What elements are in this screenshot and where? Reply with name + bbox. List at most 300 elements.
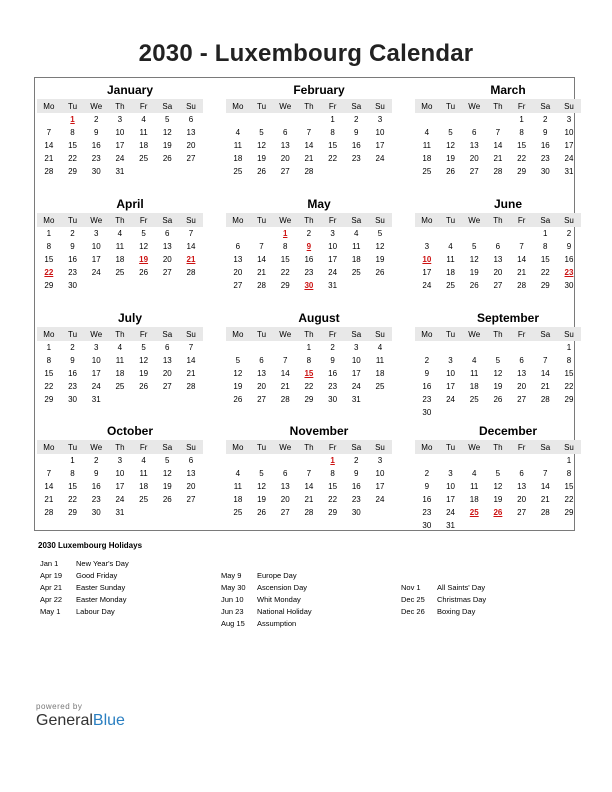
holiday-name: Labour Day <box>76 606 115 616</box>
day-cell: 27 <box>280 508 290 517</box>
weekday-header <box>415 440 581 454</box>
weekday-label: Th <box>493 442 503 452</box>
holiday-date: May 1 <box>40 606 61 616</box>
day-cell: 17 <box>446 382 455 391</box>
weekday-label: Tu <box>257 329 267 339</box>
day-cell: 5 <box>141 343 146 352</box>
weekday-label: Fr <box>328 329 337 339</box>
week-row <box>415 506 581 519</box>
weekday-label: Sa <box>540 101 551 111</box>
day-cell: 29 <box>540 281 550 290</box>
day-cell: 20 <box>517 495 527 504</box>
day-cell: 11 <box>470 369 479 378</box>
weekday-label: We <box>468 215 481 225</box>
week-row <box>415 519 581 532</box>
day-cell: 15 <box>68 482 77 491</box>
day-cell: 3 <box>117 456 123 465</box>
day-cell: 19 <box>233 382 243 391</box>
week-row <box>37 393 203 406</box>
day-cell: 20 <box>162 255 172 264</box>
weekday-label: Mo <box>43 215 55 225</box>
day-cell: 7 <box>46 128 52 137</box>
day-cell: 4 <box>471 356 477 365</box>
week-row <box>226 152 392 165</box>
weekday-label: Fr <box>517 215 526 225</box>
day-cell: 3 <box>93 343 99 352</box>
day-cell: 5 <box>165 115 170 124</box>
day-cell: 22 <box>304 382 314 391</box>
day-cell: 2 <box>93 456 99 465</box>
week-row <box>226 480 392 493</box>
day-cell: 14 <box>186 242 196 251</box>
day-cell: 15 <box>564 369 574 378</box>
holidays-title: 2030 Luxembourg Holidays <box>38 541 143 550</box>
weekday-label: Tu <box>68 215 78 225</box>
day-cell: 14 <box>280 369 290 378</box>
day-cell: 26 <box>446 167 455 176</box>
weekday-label: Tu <box>68 329 78 339</box>
week-row <box>226 354 392 367</box>
day-cell: 8 <box>566 469 572 478</box>
day-cell: 16 <box>351 482 361 491</box>
day-cell: 14 <box>304 482 314 491</box>
day-cell: 27 <box>257 395 266 404</box>
day-cell: 22 <box>517 154 527 163</box>
weekday-label: We <box>90 329 103 339</box>
day-cell: 27 <box>517 508 527 517</box>
day-cell: 11 <box>470 482 479 491</box>
day-cell: 8 <box>70 469 75 478</box>
day-cell: 16 <box>422 495 432 504</box>
day-cell: 7 <box>46 469 52 478</box>
day-cell: 1 <box>46 343 52 352</box>
day-cell: 3 <box>377 456 383 465</box>
day-cell: 1 <box>566 456 572 465</box>
day-cell: 12 <box>469 255 479 264</box>
day-cell: 23 <box>91 154 101 163</box>
day-cell: 9 <box>70 356 75 365</box>
day-cell: 3 <box>354 343 359 352</box>
day-cell: 13 <box>493 255 503 264</box>
day-cell: 3 <box>93 229 99 238</box>
day-cell: 10 <box>446 369 455 378</box>
day-cell: 14 <box>44 141 54 150</box>
day-cell: 21 <box>517 268 527 277</box>
day-cell: 16 <box>91 482 101 491</box>
day-cell: 24 <box>375 495 385 504</box>
day-cell: 4 <box>424 128 430 137</box>
weekday-label: Fr <box>139 442 148 452</box>
day-cell: 17 <box>115 482 125 491</box>
day-cell: 26 <box>257 167 266 176</box>
day-cell: 31 <box>115 167 125 176</box>
day-cell: 11 <box>375 356 385 365</box>
day-cell: 30 <box>422 408 432 417</box>
day-cell: 28 <box>44 167 54 176</box>
week-row <box>226 126 392 139</box>
weekday-label: Mo <box>232 101 244 111</box>
week-row <box>37 480 203 493</box>
day-cell: 23 <box>304 268 314 277</box>
weekday-label: Mo <box>43 442 55 452</box>
day-cell: 31 <box>351 395 361 404</box>
day-cell: 24 <box>115 154 125 163</box>
day-cell: 28 <box>304 508 314 517</box>
day-cell: 18 <box>115 255 125 264</box>
holiday-item <box>221 593 312 605</box>
day-cell: 16 <box>304 255 314 264</box>
day-cell: 25 <box>139 154 149 163</box>
week-row <box>415 266 581 279</box>
week-row <box>37 454 203 467</box>
day-cell: 7 <box>306 469 312 478</box>
holiday-day-cell: 23 <box>564 268 574 277</box>
day-cell: 19 <box>493 495 503 504</box>
day-cell: 27 <box>517 395 527 404</box>
day-cell: 11 <box>139 469 148 478</box>
day-cell: 26 <box>375 268 385 277</box>
day-cell: 14 <box>186 356 196 365</box>
day-cell: 9 <box>566 242 572 251</box>
day-cell: 4 <box>117 229 123 238</box>
week-row <box>415 240 581 253</box>
day-cell: 14 <box>304 141 314 150</box>
weekday-label: Tu <box>446 101 456 111</box>
weekday-label: We <box>279 215 292 225</box>
day-cell: 8 <box>519 128 524 137</box>
day-cell: 29 <box>564 395 574 404</box>
holiday-item <box>401 581 486 593</box>
day-cell: 19 <box>446 154 455 163</box>
weekday-label: Fr <box>517 329 526 339</box>
day-cell: 7 <box>543 356 548 365</box>
week-row <box>226 454 392 467</box>
day-cell: 26 <box>162 495 172 504</box>
day-cell: 15 <box>328 482 338 491</box>
day-cell: 8 <box>46 356 52 365</box>
month-name: March <box>490 83 526 97</box>
day-cell: 27 <box>493 281 503 290</box>
day-cell: 6 <box>519 356 524 365</box>
day-cell: 1 <box>519 115 524 124</box>
month-name: August <box>298 311 340 325</box>
day-cell: 28 <box>540 508 550 517</box>
weekday-label: Su <box>186 215 196 225</box>
weekday-label: Tu <box>446 215 456 225</box>
day-cell: 10 <box>375 469 385 478</box>
month-name: December <box>478 424 538 438</box>
week-row <box>415 467 581 480</box>
day-cell: 19 <box>493 382 503 391</box>
day-cell: 10 <box>375 128 385 137</box>
day-cell: 6 <box>259 356 264 365</box>
day-cell: 20 <box>493 268 503 277</box>
day-cell: 3 <box>448 469 453 478</box>
day-cell: 27 <box>162 382 172 391</box>
day-cell: 4 <box>117 343 123 352</box>
month-name: April <box>116 197 144 211</box>
weekday-label: Sa <box>351 329 362 339</box>
day-cell: 5 <box>495 356 501 365</box>
weekday-header <box>415 99 581 113</box>
day-cell: 30 <box>564 281 574 290</box>
day-cell: 7 <box>306 128 312 137</box>
day-cell: 1 <box>566 343 572 352</box>
week-row <box>415 493 581 506</box>
weekday-label: We <box>279 442 292 452</box>
day-cell: 7 <box>543 469 548 478</box>
day-cell: 6 <box>282 469 288 478</box>
holiday-day-cell: 1 <box>282 229 288 238</box>
holiday-name: Easter Sunday <box>76 582 126 592</box>
weekday-label: Fr <box>328 215 337 225</box>
weekday-label: Mo <box>421 215 433 225</box>
weekday-label: Mo <box>421 442 433 452</box>
day-cell: 12 <box>233 369 243 378</box>
week-row <box>415 367 581 380</box>
day-cell: 12 <box>493 369 503 378</box>
weekday-label: We <box>90 101 103 111</box>
day-cell: 31 <box>328 281 338 290</box>
day-cell: 13 <box>162 242 172 251</box>
day-cell: 27 <box>186 154 196 163</box>
weekday-label: We <box>279 329 292 339</box>
day-cell: 5 <box>377 229 383 238</box>
weekday-label: Sa <box>162 329 173 339</box>
day-cell: 17 <box>422 268 432 277</box>
month-october <box>37 424 203 519</box>
day-cell: 9 <box>354 469 359 478</box>
holiday-date: Dec 26 <box>401 606 425 616</box>
powered-by-text: powered by <box>36 702 83 711</box>
day-cell: 2 <box>543 115 548 124</box>
day-cell: 24 <box>115 495 125 504</box>
weekday-header <box>415 213 581 227</box>
month-name: May <box>307 197 331 211</box>
day-cell: 9 <box>93 128 99 137</box>
day-cell: 2 <box>70 343 75 352</box>
month-august <box>226 311 392 406</box>
day-cell: 21 <box>304 495 314 504</box>
day-cell: 24 <box>91 382 101 391</box>
weekday-label: Sa <box>351 215 362 225</box>
weekday-label: We <box>468 101 481 111</box>
day-cell: 15 <box>280 255 290 264</box>
day-cell: 31 <box>564 167 574 176</box>
day-cell: 10 <box>115 128 125 137</box>
weekday-label: Su <box>186 101 196 111</box>
week-row <box>226 367 392 380</box>
day-cell: 20 <box>233 268 243 277</box>
day-cell: 28 <box>186 382 196 391</box>
week-row <box>37 240 203 253</box>
day-cell: 17 <box>91 255 101 264</box>
holiday-item <box>40 581 129 593</box>
day-cell: 25 <box>469 395 479 404</box>
day-cell: 30 <box>422 521 432 530</box>
week-row <box>226 279 392 292</box>
holiday-name: Easter Monday <box>76 594 127 604</box>
day-cell: 30 <box>68 395 77 404</box>
day-cell: 27 <box>162 268 172 277</box>
day-cell: 25 <box>351 268 361 277</box>
day-cell: 10 <box>115 469 125 478</box>
day-cell: 24 <box>351 382 361 391</box>
weekday-label: Fr <box>328 101 337 111</box>
day-cell: 24 <box>446 508 455 517</box>
day-cell: 10 <box>564 128 574 137</box>
weekday-label: Su <box>564 215 574 225</box>
day-cell: 11 <box>115 242 125 251</box>
day-cell: 4 <box>235 469 241 478</box>
day-cell: 17 <box>375 141 385 150</box>
day-cell: 21 <box>540 495 550 504</box>
weekday-label: Sa <box>162 101 173 111</box>
holiday-item <box>221 569 312 581</box>
day-cell: 11 <box>352 242 361 251</box>
weekday-header <box>37 327 203 341</box>
week-row <box>415 126 581 139</box>
holiday-name: Assumption <box>257 618 297 628</box>
month-november <box>226 424 392 519</box>
day-cell: 6 <box>471 128 477 137</box>
day-cell: 14 <box>257 255 266 264</box>
day-cell: 6 <box>188 115 194 124</box>
week-row <box>415 253 581 266</box>
weekday-label: Th <box>493 329 503 339</box>
day-cell: 5 <box>141 229 146 238</box>
day-cell: 20 <box>469 154 479 163</box>
day-cell: 6 <box>495 242 501 251</box>
weekday-label: Mo <box>232 329 244 339</box>
weekday-header <box>37 440 203 454</box>
week-row <box>37 506 203 519</box>
day-cell: 16 <box>564 255 574 264</box>
day-cell: 15 <box>68 141 77 150</box>
day-cell: 15 <box>328 141 338 150</box>
weekday-label: Th <box>304 329 314 339</box>
week-row <box>226 165 392 178</box>
week-row <box>37 279 203 292</box>
day-cell: 29 <box>517 167 527 176</box>
holiday-day-cell: 10 <box>422 255 432 264</box>
day-cell: 26 <box>162 154 172 163</box>
day-cell: 31 <box>446 521 455 530</box>
day-cell: 3 <box>424 242 430 251</box>
day-cell: 23 <box>68 382 77 391</box>
day-cell: 10 <box>328 242 338 251</box>
day-cell: 23 <box>422 395 432 404</box>
month-june <box>415 197 581 292</box>
weekday-label: We <box>468 442 481 452</box>
holiday-day-cell: 26 <box>493 508 503 517</box>
day-cell: 23 <box>422 508 432 517</box>
weekday-label: Sa <box>162 215 173 225</box>
week-row <box>37 126 203 139</box>
holiday-item <box>40 605 129 617</box>
day-cell: 22 <box>564 382 574 391</box>
day-cell: 5 <box>259 128 264 137</box>
day-cell: 17 <box>351 369 361 378</box>
weekday-label: Su <box>375 442 385 452</box>
holiday-item <box>40 593 129 605</box>
day-cell: 11 <box>446 255 455 264</box>
day-cell: 5 <box>165 456 170 465</box>
day-cell: 22 <box>328 154 338 163</box>
day-cell: 6 <box>165 343 170 352</box>
day-cell: 5 <box>471 242 477 251</box>
day-cell: 8 <box>330 469 335 478</box>
day-cell: 19 <box>469 268 479 277</box>
day-cell: 18 <box>139 141 149 150</box>
weekday-label: Tu <box>257 442 267 452</box>
day-cell: 15 <box>540 255 550 264</box>
day-cell: 2 <box>306 229 312 238</box>
day-cell: 22 <box>328 495 338 504</box>
holiday-date: Apr 22 <box>40 594 63 604</box>
day-cell: 11 <box>233 482 242 491</box>
weekday-label: Th <box>115 329 125 339</box>
day-cell: 28 <box>280 395 290 404</box>
holiday-column <box>40 557 129 617</box>
holiday-item <box>40 557 129 569</box>
holiday-date: Jun 23 <box>221 606 244 616</box>
week-row <box>37 367 203 380</box>
day-cell: 24 <box>422 281 432 290</box>
week-row <box>415 165 581 178</box>
day-cell: 7 <box>519 242 524 251</box>
day-cell: 2 <box>70 229 75 238</box>
page-title: 2030 - Luxembourg Calendar <box>138 40 474 67</box>
day-cell: 11 <box>115 356 125 365</box>
day-cell: 19 <box>375 255 385 264</box>
holiday-date: May 30 <box>221 582 246 592</box>
day-cell: 19 <box>257 154 266 163</box>
day-cell: 1 <box>543 229 548 238</box>
weekday-header <box>226 213 392 227</box>
week-row <box>415 480 581 493</box>
day-cell: 29 <box>304 395 314 404</box>
holiday-item <box>221 605 312 617</box>
week-row <box>226 341 392 354</box>
day-cell: 2 <box>424 356 430 365</box>
holiday-day-cell: 19 <box>139 255 149 264</box>
holiday-column <box>401 581 486 617</box>
day-cell: 22 <box>68 154 77 163</box>
day-cell: 30 <box>328 395 338 404</box>
week-row <box>226 113 392 126</box>
day-cell: 16 <box>68 369 77 378</box>
day-cell: 13 <box>186 469 196 478</box>
weekday-label: Tu <box>257 101 267 111</box>
week-row <box>37 493 203 506</box>
holiday-name: Whit Monday <box>257 594 301 604</box>
holiday-name: New Year's Day <box>76 558 129 568</box>
day-cell: 16 <box>328 369 338 378</box>
day-cell: 13 <box>280 141 290 150</box>
week-row <box>415 380 581 393</box>
day-cell: 15 <box>44 369 54 378</box>
day-cell: 3 <box>330 229 335 238</box>
day-cell: 30 <box>351 508 361 517</box>
day-cell: 4 <box>448 242 453 251</box>
day-cell: 26 <box>139 268 149 277</box>
day-cell: 28 <box>493 167 503 176</box>
week-row <box>37 165 203 178</box>
day-cell: 14 <box>517 255 527 264</box>
day-cell: 24 <box>446 395 455 404</box>
day-cell: 20 <box>162 369 172 378</box>
